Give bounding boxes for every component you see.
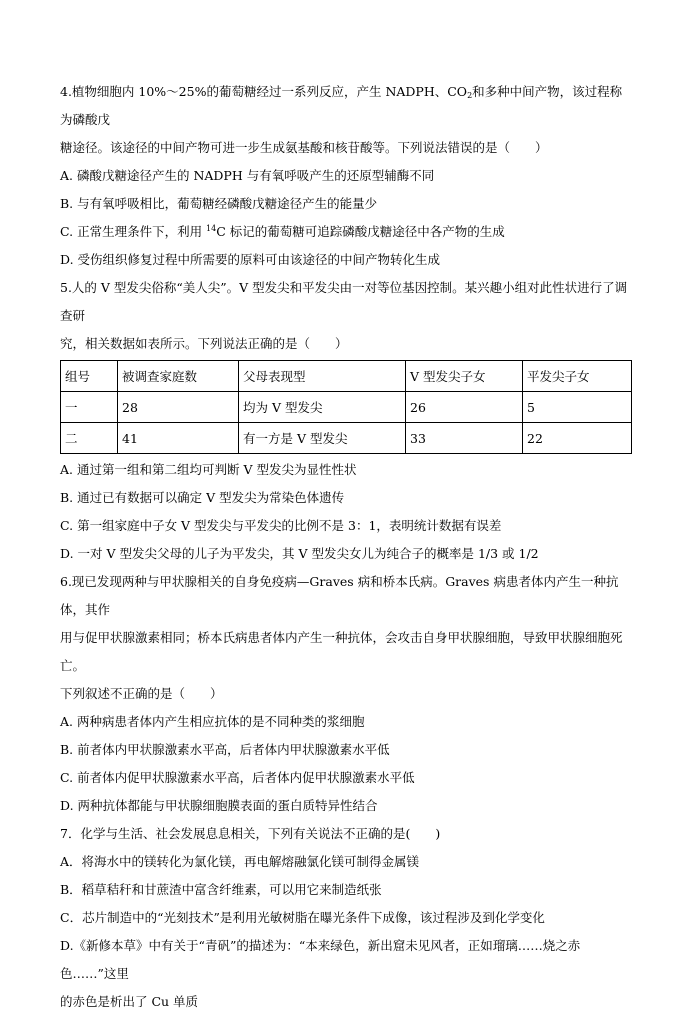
table-cell: 41: [118, 423, 239, 454]
question-6-stem-line-2: 用与促甲状腺激素相同；桥本氏病患者体内产生一种抗体，会攻击自身甲状腺细胞，导致甲状腺细胞死亡。: [60, 630, 623, 673]
table-row: [61, 423, 632, 454]
question-6-stem-line-3: 下列叙述不正确的是（ ）: [60, 686, 223, 701]
table-header-row: [61, 361, 632, 392]
question-4-option-b: B. 与有氧呼吸相比，葡萄糖经磷酸戊糖途径产生的能量少: [60, 196, 378, 211]
table-header-cell: 父母表现型: [239, 361, 406, 392]
question-6-option-a: A. 两种病患者体内产生相应抗体的是不同种类的浆细胞: [60, 714, 365, 729]
question-7-stem: 7．化学与生活、社会发展息息相关，下列有关说法不正确的是( ): [60, 826, 441, 841]
table-cell: 26: [406, 392, 523, 423]
table-cell: 5: [523, 392, 632, 423]
question-4-stem-line-2: 糖途径。该途径的中间产物可进一步生成氨基酸和核苷酸等。下列说法错误的是（ ）: [60, 140, 548, 155]
superscript-14: 14: [206, 224, 217, 233]
question-6-stem-line-1: 6.现已发现两种与甲状腺相关的自身免疫病—Graves 病和桥本氏病。Graves 病患者体内产生一种抗体，其作: [60, 574, 619, 617]
table-cell: 28: [118, 392, 239, 423]
question-5: [60, 274, 632, 568]
table-header-cell: 被调查家庭数: [118, 361, 239, 392]
table-row: [61, 392, 632, 423]
table-header-cell: 平发尖子女: [523, 361, 632, 392]
question-5-stem-line-2: 究，相关数据如表所示。下列说法正确的是（ ）: [60, 336, 348, 351]
question-5-option-b: B. 通过已有数据可以确定 V 型发尖为常染色体遗传: [60, 490, 345, 505]
question-7-option-d-line-2: 的赤色是析出了 Cu 单质: [60, 994, 199, 1009]
question-4-option-d: D. 受伤组织修复过程中所需要的原料可由该途径的中间产物转化生成: [60, 252, 441, 267]
question-6-option-c: C. 前者体内促甲状腺激素水平高，后者体内促甲状腺激素水平低: [60, 770, 415, 785]
question-7-option-c: C．芯片制造中的“光刻技术”是利用光敏树脂在曝光条件下成像，该过程涉及到化学变化: [60, 910, 545, 925]
survey-data-table: [60, 360, 632, 454]
question-5-option-a: A. 通过第一组和第二组均可判断 V 型发尖为显性性状: [60, 462, 357, 477]
table-cell: 有一方是 V 型发尖: [239, 423, 406, 454]
table-header-cell: V 型发尖子女: [406, 361, 523, 392]
table-cell: 二: [61, 423, 118, 454]
subscript-2: 2: [467, 91, 473, 100]
table-cell: 一: [61, 392, 118, 423]
question-5-option-c: C. 第一组家庭中子女 V 型发尖与平发尖的比例不是 3：1，表明统计数据有误差: [60, 518, 502, 533]
question-6: [60, 568, 632, 820]
question-4-stem-line-1: 4.植物细胞内 10%～25%的葡萄糖经过一系列反应，产生 NADPH、$CO_2$和多种中间产物，该过程称为磷酸戊: [60, 84, 623, 127]
table-cell: 均为 V 型发尖: [239, 392, 406, 423]
question-4-option-a: A. 磷酸戊糖途径产生的 NADPH 与有氧呼吸产生的还原型辅酶不同: [60, 168, 435, 183]
table-header-cell: 组号: [61, 361, 118, 392]
table-cell: 33: [406, 423, 523, 454]
question-7-option-d-line-1: D.《新修本草》中有关于“青矾”的描述为：“本来绿色，新出窟未见风者，正如瑠璃……烧之赤色……”这里: [60, 938, 581, 981]
question-7: [60, 820, 632, 1016]
question-6-option-d: D. 两种抗体都能与甲状腺细胞膜表面的蛋白质特异性结合: [60, 798, 378, 813]
question-5-option-d: D. 一对 V 型发尖父母的儿子为平发尖，其 V 型发尖女儿为纯合子的概率是 1/3 或 1/2: [60, 546, 539, 561]
table-cell: 22: [523, 423, 632, 454]
question-6-option-b: B. 前者体内甲状腺激素水平高，后者体内甲状腺激素水平低: [60, 742, 390, 757]
question-5-stem-line-1: 5.人的 V 型发尖俗称“美人尖”。V 型发尖和平发尖由一对等位基因控制。某兴趣小组对此性状进行了调查研: [60, 280, 628, 323]
question-4: [60, 78, 632, 274]
question-7-option-a: A．将海水中的镁转化为氯化镁，再电解熔融氯化镁可制得金属镁: [60, 854, 420, 869]
question-4-option-c: C. 正常生理条件下，利用 $^{14}$C 标记的葡萄糖可追踪磷酸戊糖途径中各产物的生成: [60, 224, 505, 239]
question-7-option-b: B．稻草秸秆和甘蔗渣中富含纤维素，可以用它来制造纸张: [60, 882, 382, 897]
